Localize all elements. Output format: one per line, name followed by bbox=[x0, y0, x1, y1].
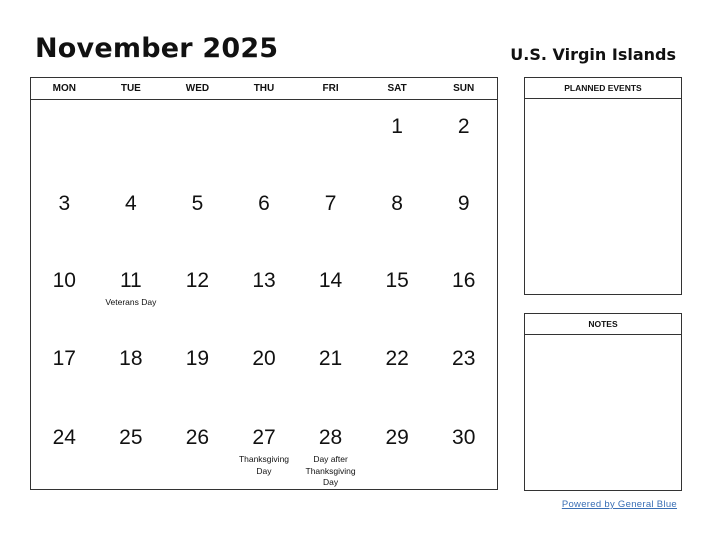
day-cell bbox=[430, 177, 497, 254]
day-number: 16 bbox=[452, 269, 476, 292]
planned-events-panel bbox=[524, 77, 682, 295]
day-number: 23 bbox=[452, 347, 476, 370]
day-cell bbox=[98, 177, 165, 254]
day-cell bbox=[98, 411, 165, 490]
notes-panel bbox=[524, 313, 682, 491]
weekday-wed: WED bbox=[185, 83, 210, 94]
day-number: 10 bbox=[52, 269, 76, 292]
day-cell bbox=[98, 100, 165, 177]
day-cell bbox=[31, 411, 98, 490]
day-number: 8 bbox=[391, 192, 403, 215]
day-number: 15 bbox=[385, 269, 409, 292]
day-cell bbox=[231, 177, 298, 254]
day-cell bbox=[98, 254, 165, 332]
day-number: 3 bbox=[58, 192, 71, 215]
weekday-mon: MON bbox=[52, 83, 76, 94]
day-cell bbox=[231, 332, 298, 411]
day-cell bbox=[231, 254, 298, 332]
day-cell bbox=[164, 411, 231, 490]
day-number: 24 bbox=[52, 426, 76, 449]
day-number: 28 bbox=[318, 426, 343, 449]
day-number: 30 bbox=[452, 426, 476, 449]
powered-by-link[interactable]: Powered by General Blue bbox=[561, 499, 677, 510]
day-cell bbox=[297, 411, 364, 490]
holiday-label: Veterans Day bbox=[105, 297, 157, 307]
day-number: 9 bbox=[457, 192, 470, 215]
weekday-header bbox=[31, 78, 497, 100]
day-number: 1 bbox=[391, 115, 403, 138]
calendar-grid bbox=[30, 77, 498, 490]
planned-events-heading: PLANNED EVENTS bbox=[525, 78, 681, 99]
day-number: 13 bbox=[252, 269, 276, 292]
day-cell bbox=[31, 332, 98, 411]
calendar-week bbox=[31, 100, 497, 177]
day-cell bbox=[297, 177, 364, 254]
day-number: 12 bbox=[185, 269, 210, 292]
day-cell bbox=[164, 177, 231, 254]
day-number: 11 bbox=[119, 269, 142, 292]
holiday-label: Day after Thanksgiving Day bbox=[305, 454, 356, 487]
day-number: 25 bbox=[119, 426, 143, 449]
weekday-tue: TUE bbox=[120, 83, 141, 94]
day-number: 14 bbox=[318, 269, 343, 292]
day-cell bbox=[164, 254, 231, 332]
day-cell bbox=[364, 254, 431, 332]
day-cell bbox=[430, 100, 497, 177]
calendar-week bbox=[31, 411, 497, 490]
weekday-thu: THU bbox=[253, 83, 275, 94]
region-label: U.S. Virgin Islands bbox=[510, 45, 676, 64]
page-title: November 2025 bbox=[35, 33, 279, 64]
day-number: 18 bbox=[119, 347, 143, 370]
day-cell bbox=[364, 411, 431, 490]
day-cell bbox=[297, 254, 364, 332]
day-cell bbox=[430, 411, 497, 490]
day-number: 21 bbox=[318, 347, 343, 370]
day-number: 29 bbox=[385, 426, 409, 449]
day-number: 7 bbox=[324, 192, 337, 215]
day-number: 19 bbox=[185, 347, 210, 370]
day-cell bbox=[164, 100, 231, 177]
notes-heading: NOTES bbox=[525, 314, 681, 335]
day-number: 17 bbox=[52, 347, 76, 370]
day-cell bbox=[231, 411, 298, 490]
day-number: 6 bbox=[258, 192, 270, 215]
calendar-week bbox=[31, 177, 497, 254]
day-number: 20 bbox=[252, 347, 276, 370]
day-cell bbox=[364, 100, 431, 177]
day-cell bbox=[430, 254, 497, 332]
day-number: 26 bbox=[185, 426, 210, 449]
day-cell bbox=[164, 332, 231, 411]
day-cell bbox=[98, 332, 165, 411]
day-cell bbox=[31, 177, 98, 254]
day-cell bbox=[31, 100, 98, 177]
day-cell bbox=[430, 332, 497, 411]
day-number: 22 bbox=[385, 347, 409, 370]
day-cell bbox=[364, 332, 431, 411]
weekday-sun: SUN bbox=[453, 83, 475, 94]
weekday-fri: FRI bbox=[322, 83, 339, 94]
day-cell bbox=[364, 177, 431, 254]
day-cell bbox=[297, 332, 364, 411]
calendar-weeks bbox=[31, 100, 497, 490]
holiday-label: Thanksgiving Day bbox=[238, 454, 290, 476]
day-cell bbox=[231, 100, 298, 177]
day-cell bbox=[31, 254, 98, 332]
calendar-week bbox=[31, 332, 497, 411]
calendar-week bbox=[31, 254, 497, 332]
weekday-sat: SAT bbox=[387, 83, 407, 94]
day-number: 4 bbox=[125, 192, 137, 215]
day-number: 27 bbox=[252, 426, 276, 449]
day-number: 2 bbox=[457, 115, 470, 138]
day-cell bbox=[297, 100, 364, 177]
day-number: 5 bbox=[191, 192, 204, 215]
